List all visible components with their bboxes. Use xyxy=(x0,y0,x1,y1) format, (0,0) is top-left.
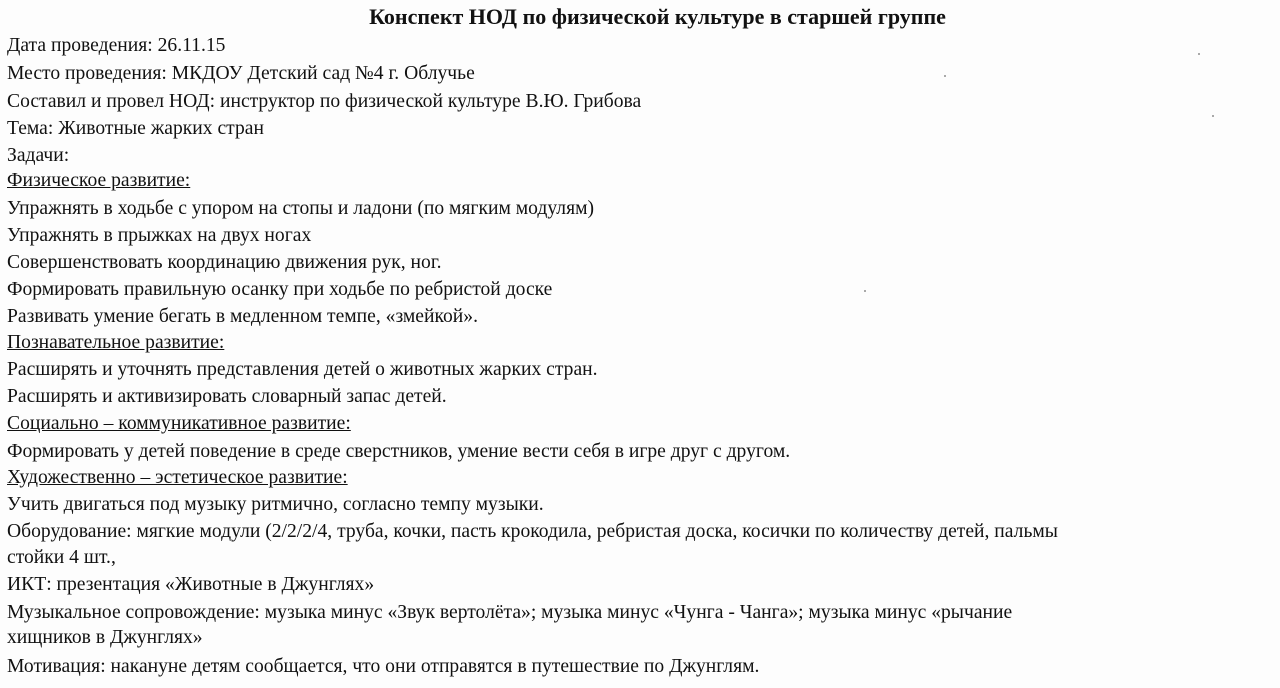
motivation-line: Мотивация: накануне детям сообщается, что они отправятся в путешествие по Джунглям. xyxy=(7,656,760,677)
task-line: Учить двигаться под музыку ритмично, согласно темпу музыки. xyxy=(7,494,544,515)
task-line: Упражнять в ходьбе с упором на стопы и ладони (по мягким модулям) xyxy=(7,198,595,219)
date-line: Дата проведения: 26.11.15 xyxy=(7,35,226,56)
equipment-line: Оборудование: мягкие модули (2/2/2/4, труба, кочки, пасть крокодила, ребристая доска, косички по количеству детей, пальмы xyxy=(7,521,1058,542)
place-line: Место проведения: МКДОУ Детский сад №4 г. Облучье xyxy=(7,63,475,84)
scan-speck xyxy=(864,290,866,292)
task-line: Упражнять в прыжках на двух ногах xyxy=(7,225,312,246)
topic-line: Тема: Животные жарких стран xyxy=(7,118,264,139)
section-physical: Физическое развитие: xyxy=(7,170,191,191)
task-line: Совершенствовать координацию движения рук, ног. xyxy=(7,252,442,273)
tasks-heading: Задачи: xyxy=(7,145,70,166)
equipment-line-cont: стойки 4 шт., xyxy=(7,547,116,568)
task-line: Расширять и уточнять представления детей о животных жарких стран. xyxy=(7,359,598,380)
document-title: Конспект НОД по физической культуре в старшей группе xyxy=(369,4,946,29)
scan-speck xyxy=(944,75,946,77)
music-line-cont: хищников в Джунглях» xyxy=(7,627,203,648)
section-social: Социально – коммуникативное развитие: xyxy=(7,413,351,434)
music-line: Музыкальное сопровождение: музыка минус «Звук вертолёта»; музыка минус «Чунга - Чанга»; музыка минус «рычание xyxy=(7,602,1013,623)
section-artistic: Художественно – эстетическое развитие: xyxy=(7,467,348,488)
task-line: Развивать умение бегать в медленном темпе, «змейкой». xyxy=(7,306,478,327)
task-line: Расширять и активизировать словарный запас детей. xyxy=(7,386,447,407)
section-cognitive: Познавательное развитие: xyxy=(7,332,225,353)
task-line: Формировать у детей поведение в среде сверстников, умение вести себя в игре друг с другом. xyxy=(7,441,791,462)
scan-speck xyxy=(1198,53,1200,55)
task-line: Формировать правильную осанку при ходьбе по ребристой доске xyxy=(7,279,553,300)
scan-speck xyxy=(1212,115,1214,117)
author-line: Составил и провел НОД: инструктор по физической культуре В.Ю. Грибова xyxy=(7,91,642,112)
ict-line: ИКТ: презентация «Животные в Джунглях» xyxy=(7,574,375,595)
